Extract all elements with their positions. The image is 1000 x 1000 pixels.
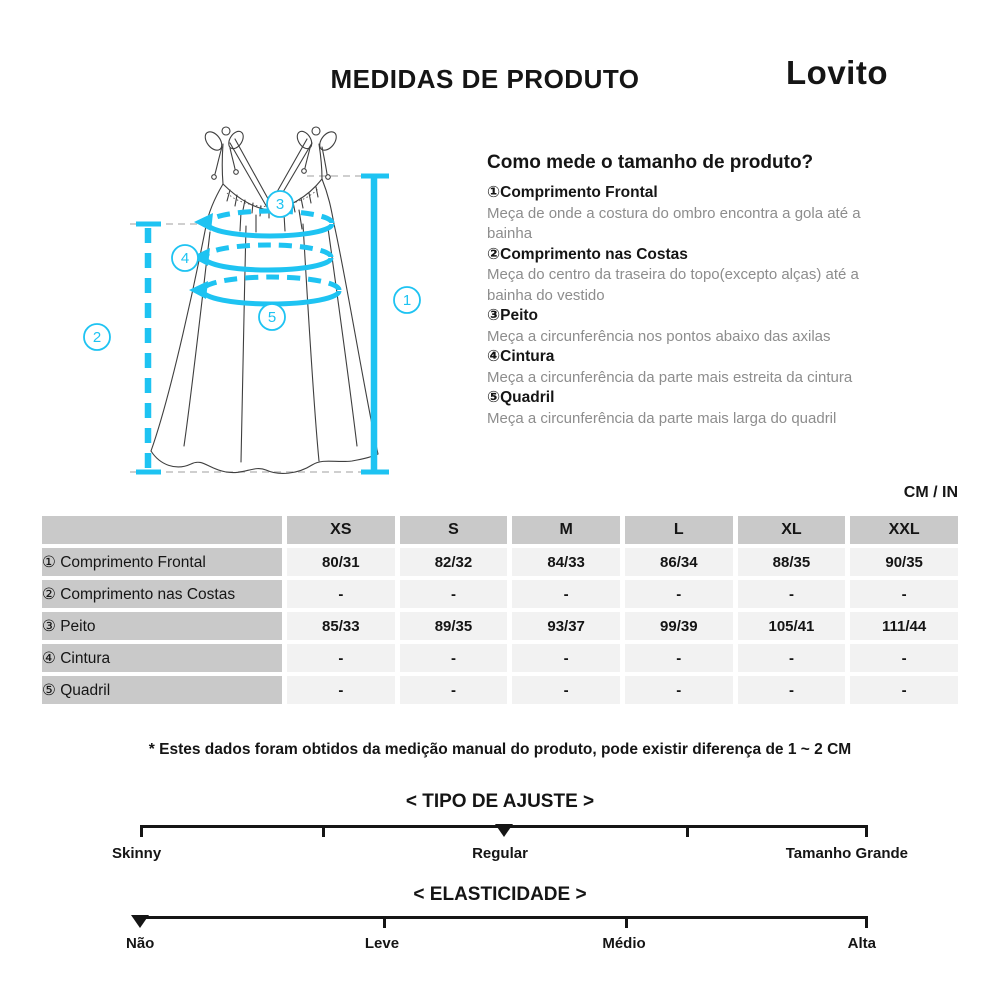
cell-value: -: [850, 580, 958, 608]
scale-tick: [865, 916, 868, 928]
cell-value: 88/35: [738, 548, 846, 576]
cell-value: -: [738, 676, 846, 704]
row-label: ③ Peito: [42, 612, 282, 640]
table-row: [42, 580, 958, 608]
dress-illustration: [151, 127, 378, 473]
scale-tick: [322, 825, 325, 837]
size-column-header: XS: [287, 516, 395, 544]
guide-item-desc: Meça a circunferência da parte mais larga do quadril: [487, 409, 837, 427]
cell-value: 89/35: [400, 612, 508, 640]
guide-item: [487, 347, 905, 388]
marker-3: 3: [275, 196, 285, 213]
cell-value: -: [512, 580, 620, 608]
cell-value: -: [738, 580, 846, 608]
elasticity-label-nao: Não: [126, 935, 155, 952]
guide-item-label: ②Comprimento nas Costas: [487, 245, 688, 263]
cell-value: -: [287, 580, 395, 608]
row-label: ① Comprimento Frontal: [42, 548, 282, 576]
cell-value: -: [850, 644, 958, 672]
units-label: CM / IN: [903, 484, 958, 501]
guide-item: [487, 388, 905, 429]
marker-1: 1: [402, 292, 412, 309]
cell-value: 84/33: [512, 548, 620, 576]
measurement-disclaimer: * Estes dados foram obtidos da medição manual do produto, pode existir diferença de 1 ~ 2 CM: [148, 741, 852, 758]
cell-value: -: [287, 644, 395, 672]
table-row: [42, 676, 958, 704]
size-column-header: L: [625, 516, 733, 544]
elasticity-scale-line: [140, 916, 868, 919]
table-corner-cell: [42, 516, 282, 544]
cell-value: 86/34: [625, 548, 733, 576]
elasticity-label-medio: Médio: [602, 935, 646, 952]
size-column-header: S: [400, 516, 508, 544]
elasticity-label-leve: Leve: [364, 935, 400, 952]
table-row: [42, 644, 958, 672]
row-label: ⑤ Quadril: [42, 676, 282, 704]
guide-heading: Como mede o tamanho de produto?: [487, 152, 814, 173]
guide-item: [487, 245, 905, 307]
guide-item-desc: Meça a circunferência da parte mais estreita da cintura: [487, 368, 853, 386]
table-row: [42, 612, 958, 640]
scale-tick: [383, 916, 386, 928]
fit-marker-triangle: [495, 824, 513, 837]
hip-measure-ellipse: [189, 277, 339, 304]
measure-guide: [487, 152, 905, 429]
cell-value: 85/33: [287, 612, 395, 640]
marker-2: 2: [92, 329, 102, 346]
scale-tick: [865, 825, 868, 837]
size-table-header-row: [42, 516, 958, 544]
cell-value: -: [400, 580, 508, 608]
brand-logo: Lovito: [786, 54, 888, 91]
bust-measure-ellipse: [194, 211, 332, 236]
elasticity-label-alta: Alta: [847, 935, 876, 952]
guide-item-label: ③Peito: [487, 307, 539, 324]
fit-label-tamanho-grande: Tamanho Grande: [785, 845, 908, 862]
elasticity-marker-triangle: [131, 915, 149, 928]
guide-item: [487, 306, 905, 347]
size-column-header: M: [512, 516, 620, 544]
row-label: ② Comprimento nas Costas: [42, 580, 282, 608]
front-length-measure-line: [361, 176, 389, 472]
cell-value: 105/41: [738, 612, 846, 640]
fit-scale-line: [140, 825, 868, 828]
marker-4: 4: [180, 250, 190, 267]
size-table: [37, 512, 963, 708]
guide-dash-lines: [130, 176, 388, 472]
guide-item-label: ⑤Quadril: [487, 389, 555, 406]
fit-label-skinny: Skinny: [112, 845, 162, 862]
cell-value: 111/44: [850, 612, 958, 640]
cell-value: 80/31: [287, 548, 395, 576]
cell-value: 99/39: [625, 612, 733, 640]
fit-scale-title: < TIPO DE AJUSTE >: [405, 791, 595, 812]
marker-5: 5: [267, 309, 277, 326]
cell-value: -: [625, 580, 733, 608]
cell-value: -: [400, 676, 508, 704]
elasticity-scale-title: < ELASTICIDADE >: [413, 884, 587, 905]
cell-value: 82/32: [400, 548, 508, 576]
cell-value: -: [512, 644, 620, 672]
cell-value: 93/37: [512, 612, 620, 640]
guide-item-desc: Meça a circunferência nos pontos abaixo das axilas: [487, 327, 831, 345]
size-column-header: XL: [738, 516, 846, 544]
table-row: [42, 548, 958, 576]
cell-value: -: [512, 676, 620, 704]
back-length-measure-line: [136, 224, 161, 472]
row-label: ④ Cintura: [42, 644, 282, 672]
cell-value: -: [625, 676, 733, 704]
guide-item: [487, 183, 905, 245]
scale-tick: [686, 825, 689, 837]
dress-measurement-diagram: [60, 110, 480, 490]
cell-value: 90/35: [850, 548, 958, 576]
scale-tick: [625, 916, 628, 928]
guide-item-desc: Meça de onde a costura do ombro encontra a gola até a bainha: [487, 204, 861, 242]
cell-value: -: [625, 644, 733, 672]
guide-item-label: ①Comprimento Frontal: [487, 184, 658, 201]
size-column-header: XXL: [850, 516, 958, 544]
page-title: MEDIDAS DE PRODUTO: [330, 64, 640, 94]
cell-value: -: [738, 644, 846, 672]
guide-item-label: ④Cintura: [487, 348, 555, 365]
cell-value: -: [287, 676, 395, 704]
cell-value: -: [400, 644, 508, 672]
guide-item-desc: Meça do centro da traseira do topo(excepto alças) até a bainha do vestido: [487, 266, 859, 304]
scale-tick: [140, 825, 143, 837]
cell-value: -: [850, 676, 958, 704]
waist-measure-ellipse: [191, 245, 331, 270]
fit-label-regular: Regular: [472, 845, 528, 862]
